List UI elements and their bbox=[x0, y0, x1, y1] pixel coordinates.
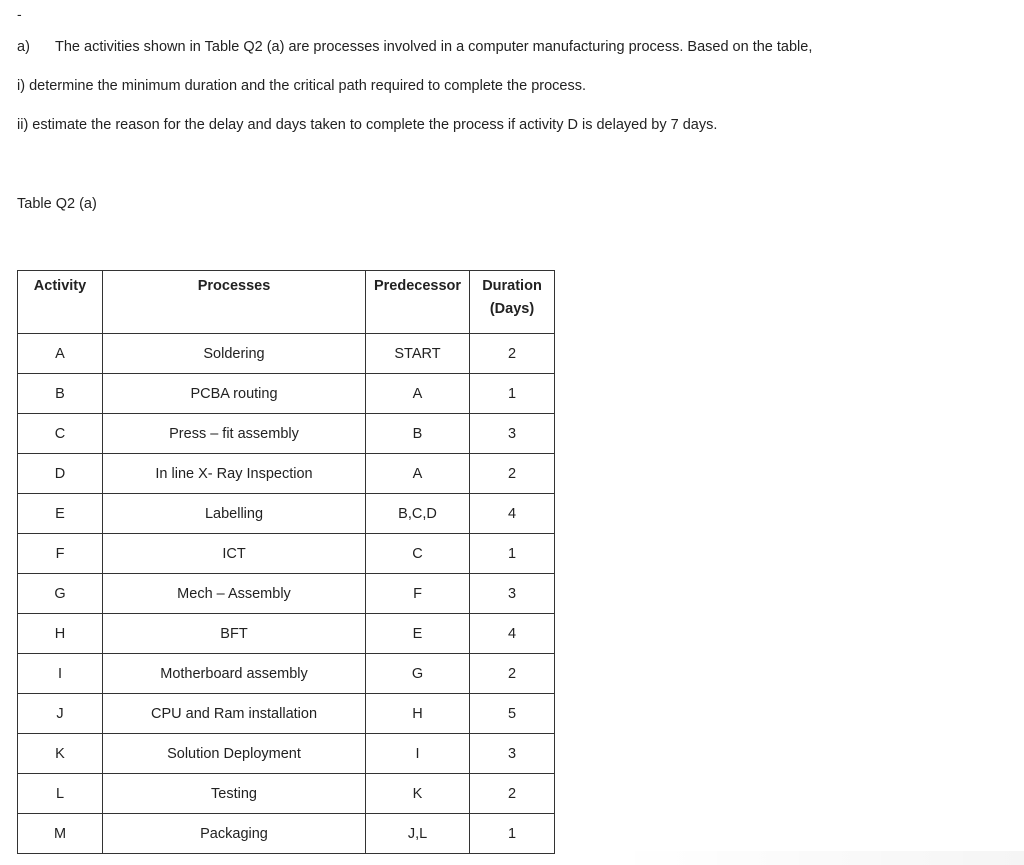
cell-predecessor: I bbox=[366, 734, 470, 774]
table-row bbox=[18, 774, 555, 814]
cell-predecessor: H bbox=[366, 694, 470, 734]
activity-table bbox=[17, 270, 555, 854]
cell-activity: K bbox=[18, 734, 103, 774]
cell-process: Press – fit assembly bbox=[103, 414, 366, 454]
question-part-i: i) determine the minimum duration and the critical path required to complete the process. bbox=[17, 78, 587, 94]
cell-activity: L bbox=[18, 774, 103, 814]
header-duration-line1: Duration bbox=[482, 278, 542, 294]
cell-activity: I bbox=[18, 654, 103, 694]
cell-process: Testing bbox=[103, 774, 366, 814]
cell-process: Motherboard assembly bbox=[103, 654, 366, 694]
cell-predecessor: A bbox=[366, 374, 470, 414]
header-processes: Processes bbox=[103, 271, 366, 334]
cell-predecessor: B bbox=[366, 414, 470, 454]
cell-predecessor: E bbox=[366, 614, 470, 654]
table-row bbox=[18, 414, 555, 454]
cell-duration: 2 bbox=[470, 654, 555, 694]
table-row bbox=[18, 654, 555, 694]
question-part-ii: ii) estimate the reason for the delay and days taken to complete the process if activity D is delayed by 7 days. bbox=[17, 117, 718, 133]
question-a bbox=[17, 39, 812, 55]
cell-process: Mech – Assembly bbox=[103, 574, 366, 614]
cell-predecessor: J,L bbox=[366, 814, 470, 854]
cell-predecessor: C bbox=[366, 534, 470, 574]
table-row bbox=[18, 374, 555, 414]
cell-process: CPU and Ram installation bbox=[103, 694, 366, 734]
cell-activity: D bbox=[18, 454, 103, 494]
cell-duration: 2 bbox=[470, 454, 555, 494]
table-row bbox=[18, 534, 555, 574]
header-predecessor: Predecessor bbox=[366, 271, 470, 334]
cell-process: Labelling bbox=[103, 494, 366, 534]
cell-duration: 3 bbox=[470, 574, 555, 614]
cell-duration: 2 bbox=[470, 774, 555, 814]
table-header-row bbox=[18, 271, 555, 334]
header-duration-line2: (Days) bbox=[489, 301, 535, 317]
question-a-text: The activities shown in Table Q2 (a) are processes involved in a computer manufacturing process. Based on the table, bbox=[55, 39, 813, 55]
cell-duration: 1 bbox=[470, 814, 555, 854]
cell-duration: 2 bbox=[470, 334, 555, 374]
header-duration bbox=[470, 271, 555, 334]
cell-duration: 3 bbox=[470, 414, 555, 454]
cell-duration: 5 bbox=[470, 694, 555, 734]
cell-process: ICT bbox=[103, 534, 366, 574]
cell-activity: C bbox=[18, 414, 103, 454]
cell-predecessor: K bbox=[366, 774, 470, 814]
cell-activity: F bbox=[18, 534, 103, 574]
table-row bbox=[18, 494, 555, 534]
cell-duration: 1 bbox=[470, 374, 555, 414]
cell-process: PCBA routing bbox=[103, 374, 366, 414]
cell-duration: 3 bbox=[470, 734, 555, 774]
cell-activity: E bbox=[18, 494, 103, 534]
table-caption: Table Q2 (a) bbox=[17, 196, 97, 212]
cell-activity: M bbox=[18, 814, 103, 854]
table-row bbox=[18, 334, 555, 374]
cell-duration: 4 bbox=[470, 614, 555, 654]
cell-activity: H bbox=[18, 614, 103, 654]
table-row bbox=[18, 734, 555, 774]
cell-process: Packaging bbox=[103, 814, 366, 854]
question-a-label: a) bbox=[17, 39, 30, 55]
cell-duration: 1 bbox=[470, 534, 555, 574]
table-row bbox=[18, 814, 555, 854]
table-row bbox=[18, 694, 555, 734]
cell-activity: J bbox=[18, 694, 103, 734]
table-row bbox=[18, 614, 555, 654]
cell-predecessor: B,C,D bbox=[366, 494, 470, 534]
cell-process: Solution Deployment bbox=[103, 734, 366, 774]
cell-process: Soldering bbox=[103, 334, 366, 374]
header-activity: Activity bbox=[18, 271, 103, 334]
cell-activity: B bbox=[18, 374, 103, 414]
cell-process: BFT bbox=[103, 614, 366, 654]
cell-duration: 4 bbox=[470, 494, 555, 534]
cell-predecessor: A bbox=[366, 454, 470, 494]
table-row bbox=[18, 454, 555, 494]
cell-activity: A bbox=[18, 334, 103, 374]
dash-marker: - bbox=[17, 6, 22, 22]
cell-predecessor: F bbox=[366, 574, 470, 614]
cell-predecessor: G bbox=[366, 654, 470, 694]
cell-process: In line X- Ray Inspection bbox=[103, 454, 366, 494]
cell-activity: G bbox=[18, 574, 103, 614]
cell-predecessor: START bbox=[366, 334, 470, 374]
table-row bbox=[18, 574, 555, 614]
table-body bbox=[18, 334, 555, 854]
